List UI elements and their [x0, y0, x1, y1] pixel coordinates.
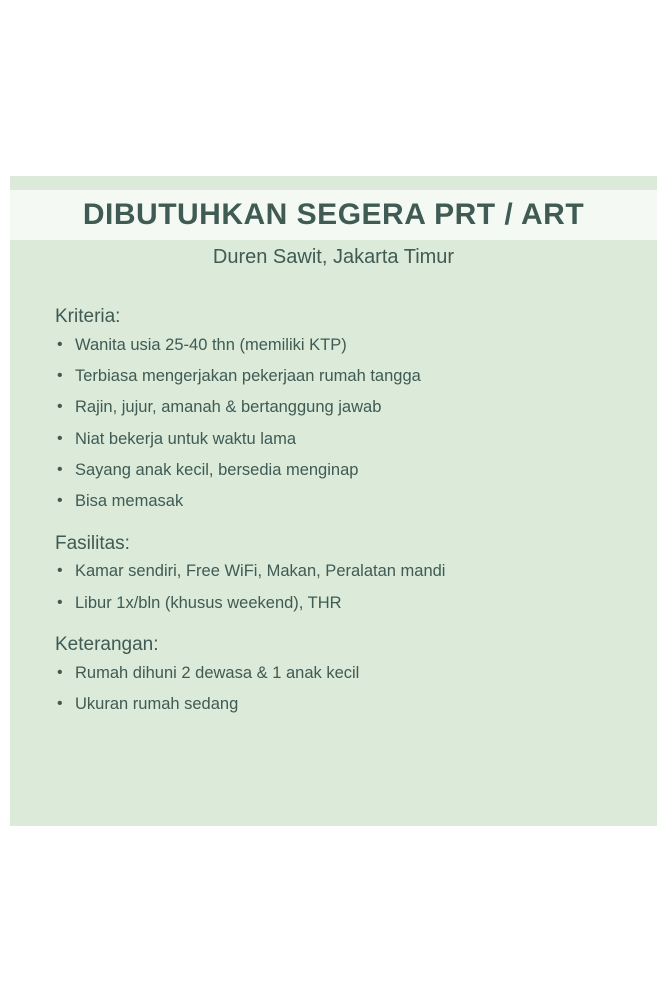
facilities-list	[55, 563, 625, 612]
location-subtitle: Duren Sawit, Jakarta Timur	[212, 246, 455, 268]
section-heading: Keterangan:	[55, 634, 159, 656]
list-item: • Kamar sendiri, Free WiFi, Makan, Peralatan mandi	[55, 563, 625, 580]
list-item: • Libur 1x/bln (khusus weekend), THR	[55, 595, 625, 612]
list-item: • Ukuran rumah sedang	[55, 696, 625, 713]
section-kriteria	[55, 306, 625, 511]
list-item: • Rajin, jujur, amanah & bertanggung jawab	[55, 399, 625, 416]
list-item: • Niat bekerja untuk waktu lama	[55, 431, 625, 448]
poster-card	[10, 176, 657, 826]
notes-list	[55, 665, 625, 714]
title-band	[10, 190, 657, 240]
criteria-list	[55, 337, 625, 511]
poster-body	[55, 306, 625, 714]
section-heading: Kriteria:	[55, 306, 121, 327]
list-item: • Bisa memasak	[55, 493, 625, 510]
list-item: • Wanita usia 25-40 thn (memiliki KTP)	[55, 337, 625, 354]
page-title: DIBUTUHKAN SEGERA PRT / ART	[82, 198, 585, 231]
section-fasilitas	[55, 533, 625, 612]
list-item: • Rumah dihuni 2 dewasa & 1 anak kecil	[55, 665, 625, 682]
section-keterangan	[55, 634, 625, 713]
list-item: • Sayang anak kecil, bersedia menginap	[55, 462, 625, 479]
section-heading: Fasilitas:	[55, 532, 130, 554]
list-item: • Terbiasa mengerjakan pekerjaan rumah tangga	[55, 368, 625, 385]
